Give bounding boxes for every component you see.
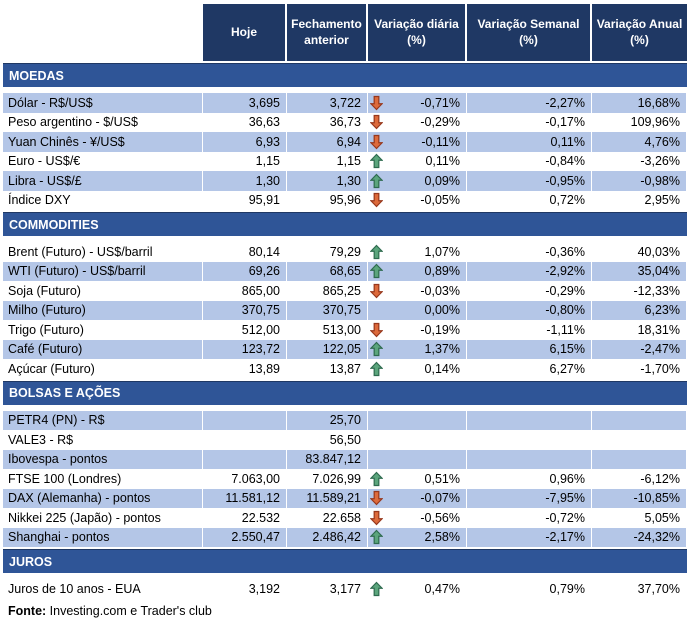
variacao-anual-cell: [592, 411, 687, 431]
section-title: COMMODITIES: [9, 217, 99, 232]
column-header-variacao-semanal: Variação Semanal (%): [467, 4, 592, 61]
table-row: [3, 132, 687, 152]
variacao-semanal-cell: -0,29%: [467, 281, 592, 301]
variacao-diaria-value: -0,05%: [420, 193, 460, 208]
variacao-anual-cell: -1,70%: [592, 359, 687, 379]
table-row: [3, 191, 687, 211]
variacao-diaria-value: 0,14%: [424, 361, 460, 376]
variacao-diaria-value: -0,03%: [420, 283, 460, 298]
fechamento-anterior-cell: 68,65: [287, 262, 368, 282]
variacao-semanal-cell: -0,84%: [467, 152, 592, 172]
down-arrow-icon: [370, 115, 383, 130]
variacao-anual-cell: 5,05%: [592, 508, 687, 528]
row-label: VALE3 - R$: [3, 430, 203, 450]
up-arrow-icon: [370, 581, 383, 596]
up-arrow-icon: [370, 154, 383, 169]
row-label: Índice DXY: [3, 191, 203, 211]
table-row: [3, 430, 687, 450]
section-header: [3, 63, 687, 87]
row-label: Euro - US$/€: [3, 152, 203, 172]
variacao-diaria-value: 0,11%: [425, 154, 460, 169]
variacao-diaria-cell: [368, 281, 467, 301]
row-label: Dólar - R$/US$: [3, 93, 203, 113]
variacao-semanal-cell: 0,96%: [467, 469, 592, 489]
up-arrow-icon: [370, 244, 383, 259]
variacao-diaria-cell: [368, 132, 467, 152]
row-label: Peso argentino - $/US$: [3, 113, 203, 133]
variacao-anual-cell: -12,33%: [592, 281, 687, 301]
variacao-anual-cell: 40,03%: [592, 242, 687, 262]
hoje-cell: [203, 430, 287, 450]
variacao-anual-cell: -6,12%: [592, 469, 687, 489]
variacao-diaria-cell: [368, 528, 467, 548]
row-label: Café (Futuro): [3, 340, 203, 360]
variacao-anual-cell: 2,95%: [592, 191, 687, 211]
hoje-cell: 80,14: [203, 242, 287, 262]
fechamento-anterior-cell: 2.486,42: [287, 528, 368, 548]
variacao-diaria-value: 1,37%: [424, 342, 460, 357]
table-row: [3, 171, 687, 191]
variacao-diaria-value: 0,89%: [424, 264, 460, 279]
hoje-cell: 95,91: [203, 191, 287, 211]
variacao-diaria-value: -0,29%: [420, 115, 460, 130]
variacao-semanal-cell: 0,72%: [467, 191, 592, 211]
hoje-cell: 123,72: [203, 340, 287, 360]
table-row: [3, 281, 687, 301]
variacao-diaria-cell: [368, 430, 467, 450]
table-row: [3, 411, 687, 431]
variacao-anual-cell: -24,32%: [592, 528, 687, 548]
variacao-semanal-cell: -0,72%: [467, 508, 592, 528]
row-label: Yuan Chinês - ¥/US$: [3, 132, 203, 152]
variacao-semanal-cell: -2,17%: [467, 528, 592, 548]
up-arrow-icon: [370, 342, 383, 357]
variacao-diaria-value: -0,56%: [420, 510, 460, 525]
fechamento-anterior-cell: 1,30: [287, 171, 368, 191]
section-header: [3, 212, 687, 236]
variacao-diaria-value: 2,58%: [424, 530, 460, 545]
variacao-anual-cell: -0,98%: [592, 171, 687, 191]
variacao-semanal-cell: -2,92%: [467, 262, 592, 282]
table-row: [3, 113, 687, 133]
hoje-cell: 512,00: [203, 320, 287, 340]
hoje-cell: 69,26: [203, 262, 287, 282]
fechamento-anterior-cell: 56,50: [287, 430, 368, 450]
variacao-anual-cell: 18,31%: [592, 320, 687, 340]
variacao-semanal-cell: -7,95%: [467, 489, 592, 509]
table-row: [3, 242, 687, 262]
down-arrow-icon: [370, 283, 383, 298]
variacao-diaria-cell: [368, 450, 467, 470]
variacao-anual-cell: -3,26%: [592, 152, 687, 172]
variacao-diaria-cell: [368, 113, 467, 133]
table-body: [3, 63, 687, 599]
table-row: [3, 93, 687, 113]
source-note: [3, 602, 687, 620]
variacao-diaria-cell: [368, 508, 467, 528]
section-header: [3, 381, 687, 405]
up-arrow-icon: [370, 173, 383, 188]
table-row: [3, 469, 687, 489]
column-header-variacao-diaria: Variação diária (%): [368, 4, 467, 61]
variacao-diaria-cell: [368, 152, 467, 172]
hoje-cell: 3,192: [203, 579, 287, 599]
section-title: BOLSAS E AÇÕES: [9, 386, 121, 400]
fechamento-anterior-cell: 122,05: [287, 340, 368, 360]
row-label: WTI (Futuro) - US$/barril: [3, 262, 203, 282]
fechamento-anterior-cell: 95,96: [287, 191, 368, 211]
down-arrow-icon: [370, 95, 383, 110]
hoje-cell: 6,93: [203, 132, 287, 152]
section-header: [3, 549, 687, 573]
variacao-diaria-cell: [368, 489, 467, 509]
down-arrow-icon: [370, 322, 383, 337]
source-label: Fonte:: [8, 603, 47, 618]
variacao-semanal-cell: -0,17%: [467, 113, 592, 133]
variacao-anual-cell: 35,04%: [592, 262, 687, 282]
table-row: [3, 489, 687, 509]
table-row: [3, 152, 687, 172]
table-row: [3, 359, 687, 379]
variacao-diaria-value: -0,07%: [420, 491, 460, 506]
variacao-semanal-cell: 6,27%: [467, 359, 592, 379]
hoje-cell: 3,695: [203, 93, 287, 113]
variacao-diaria-value: -0,71%: [420, 95, 460, 110]
table-row: [3, 579, 687, 599]
variacao-diaria-cell: [368, 320, 467, 340]
variacao-diaria-cell: [368, 242, 467, 262]
row-label: FTSE 100 (Londres): [3, 469, 203, 489]
fechamento-anterior-cell: 6,94: [287, 132, 368, 152]
hoje-cell: 865,00: [203, 281, 287, 301]
variacao-semanal-cell: -1,11%: [467, 320, 592, 340]
variacao-diaria-value: 0,09%: [424, 173, 460, 188]
hoje-cell: [203, 450, 287, 470]
variacao-anual-cell: 6,23%: [592, 301, 687, 321]
variacao-diaria-cell: [368, 191, 467, 211]
down-arrow-icon: [370, 193, 383, 208]
table-row: [3, 508, 687, 528]
variacao-semanal-cell: 0,11%: [467, 132, 592, 152]
fechamento-anterior-cell: 3,722: [287, 93, 368, 113]
variacao-diaria-value: 0,47%: [424, 581, 460, 596]
variacao-diaria-cell: [368, 171, 467, 191]
column-header-variacao-anual: Variação Anual (%): [592, 4, 687, 61]
variacao-semanal-cell: 6,15%: [467, 340, 592, 360]
fechamento-anterior-cell: 7.026,99: [287, 469, 368, 489]
row-label: Soja (Futuro): [3, 281, 203, 301]
row-label: Ibovespa - pontos: [3, 450, 203, 470]
table-row: [3, 320, 687, 340]
variacao-diaria-cell: [368, 93, 467, 113]
table-row: [3, 262, 687, 282]
up-arrow-icon: [370, 471, 383, 486]
hoje-cell: 370,75: [203, 301, 287, 321]
variacao-diaria-value: 1,07%: [424, 244, 460, 259]
fechamento-anterior-cell: 1,15: [287, 152, 368, 172]
column-header-fechamento-anterior: Fechamento anterior: [287, 4, 368, 61]
fechamento-anterior-cell: 83.847,12: [287, 450, 368, 470]
down-arrow-icon: [370, 134, 383, 149]
up-arrow-icon: [370, 361, 383, 376]
fechamento-anterior-cell: 3,177: [287, 579, 368, 599]
variacao-semanal-cell: -0,95%: [467, 171, 592, 191]
variacao-diaria-cell: [368, 340, 467, 360]
variacao-anual-cell: 37,70%: [592, 579, 687, 599]
variacao-anual-cell: [592, 430, 687, 450]
fechamento-anterior-cell: 22.658: [287, 508, 368, 528]
row-label: Nikkei 225 (Japão) - pontos: [3, 508, 203, 528]
variacao-semanal-cell: [467, 411, 592, 431]
source-text: Investing.com e Trader's club: [46, 603, 212, 618]
fechamento-anterior-cell: 370,75: [287, 301, 368, 321]
variacao-semanal-cell: 0,79%: [467, 579, 592, 599]
variacao-anual-cell: 4,76%: [592, 132, 687, 152]
variacao-diaria-value: -0,19%: [420, 322, 460, 337]
variacao-diaria-value: 0,00%: [424, 303, 460, 318]
variacao-diaria-value: 0,51%: [424, 471, 460, 486]
row-label: Shanghai - pontos: [3, 528, 203, 548]
variacao-diaria-cell: [368, 359, 467, 379]
hoje-cell: 1,15: [203, 152, 287, 172]
down-arrow-icon: [370, 491, 383, 506]
variacao-anual-cell: -2,47%: [592, 340, 687, 360]
row-label: Açúcar (Futuro): [3, 359, 203, 379]
variacao-semanal-cell: -2,27%: [467, 93, 592, 113]
variacao-semanal-cell: -0,80%: [467, 301, 592, 321]
variacao-diaria-cell: [368, 411, 467, 431]
up-arrow-icon: [370, 530, 383, 545]
fechamento-anterior-cell: 79,29: [287, 242, 368, 262]
section-title: MOEDAS: [9, 68, 64, 83]
hoje-cell: 36,63: [203, 113, 287, 133]
table-row: [3, 340, 687, 360]
variacao-anual-cell: 16,68%: [592, 93, 687, 113]
hoje-cell: [203, 411, 287, 431]
variacao-semanal-cell: [467, 450, 592, 470]
variacao-anual-cell: 109,96%: [592, 113, 687, 133]
row-label: Juros de 10 anos - EUA: [3, 579, 203, 599]
hoje-cell: 22.532: [203, 508, 287, 528]
variacao-anual-cell: -10,85%: [592, 489, 687, 509]
row-label: DAX (Alemanha) - pontos: [3, 489, 203, 509]
header-spacer: [3, 4, 203, 61]
variacao-diaria-cell: [368, 579, 467, 599]
row-label: Trigo (Futuro): [3, 320, 203, 340]
table-row: [3, 450, 687, 470]
fechamento-anterior-cell: 13,87: [287, 359, 368, 379]
hoje-cell: 2.550,47: [203, 528, 287, 548]
up-arrow-icon: [370, 264, 383, 279]
hoje-cell: 11.581,12: [203, 489, 287, 509]
row-label: Brent (Futuro) - US$/barril: [3, 242, 203, 262]
fechamento-anterior-cell: 11.589,21: [287, 489, 368, 509]
table-header: [3, 4, 687, 61]
fechamento-anterior-cell: 36,73: [287, 113, 368, 133]
down-arrow-icon: [370, 510, 383, 525]
fechamento-anterior-cell: 513,00: [287, 320, 368, 340]
variacao-semanal-cell: [467, 430, 592, 450]
row-label: Milho (Futuro): [3, 301, 203, 321]
hoje-cell: 13,89: [203, 359, 287, 379]
variacao-anual-cell: [592, 450, 687, 470]
variacao-semanal-cell: -0,36%: [467, 242, 592, 262]
variacao-diaria-cell: [368, 262, 467, 282]
variacao-diaria-value: -0,11%: [421, 134, 460, 149]
table-row: [3, 528, 687, 548]
fechamento-anterior-cell: 865,25: [287, 281, 368, 301]
variacao-diaria-cell: [368, 469, 467, 489]
table-row: [3, 301, 687, 321]
hoje-cell: 1,30: [203, 171, 287, 191]
row-label: PETR4 (PN) - R$: [3, 411, 203, 431]
variacao-diaria-cell: [368, 301, 467, 321]
fechamento-anterior-cell: 25,70: [287, 411, 368, 431]
column-header-hoje: Hoje: [203, 4, 287, 61]
hoje-cell: 7.063,00: [203, 469, 287, 489]
row-label: Libra - US$/£: [3, 171, 203, 191]
section-title: JUROS: [9, 554, 53, 569]
